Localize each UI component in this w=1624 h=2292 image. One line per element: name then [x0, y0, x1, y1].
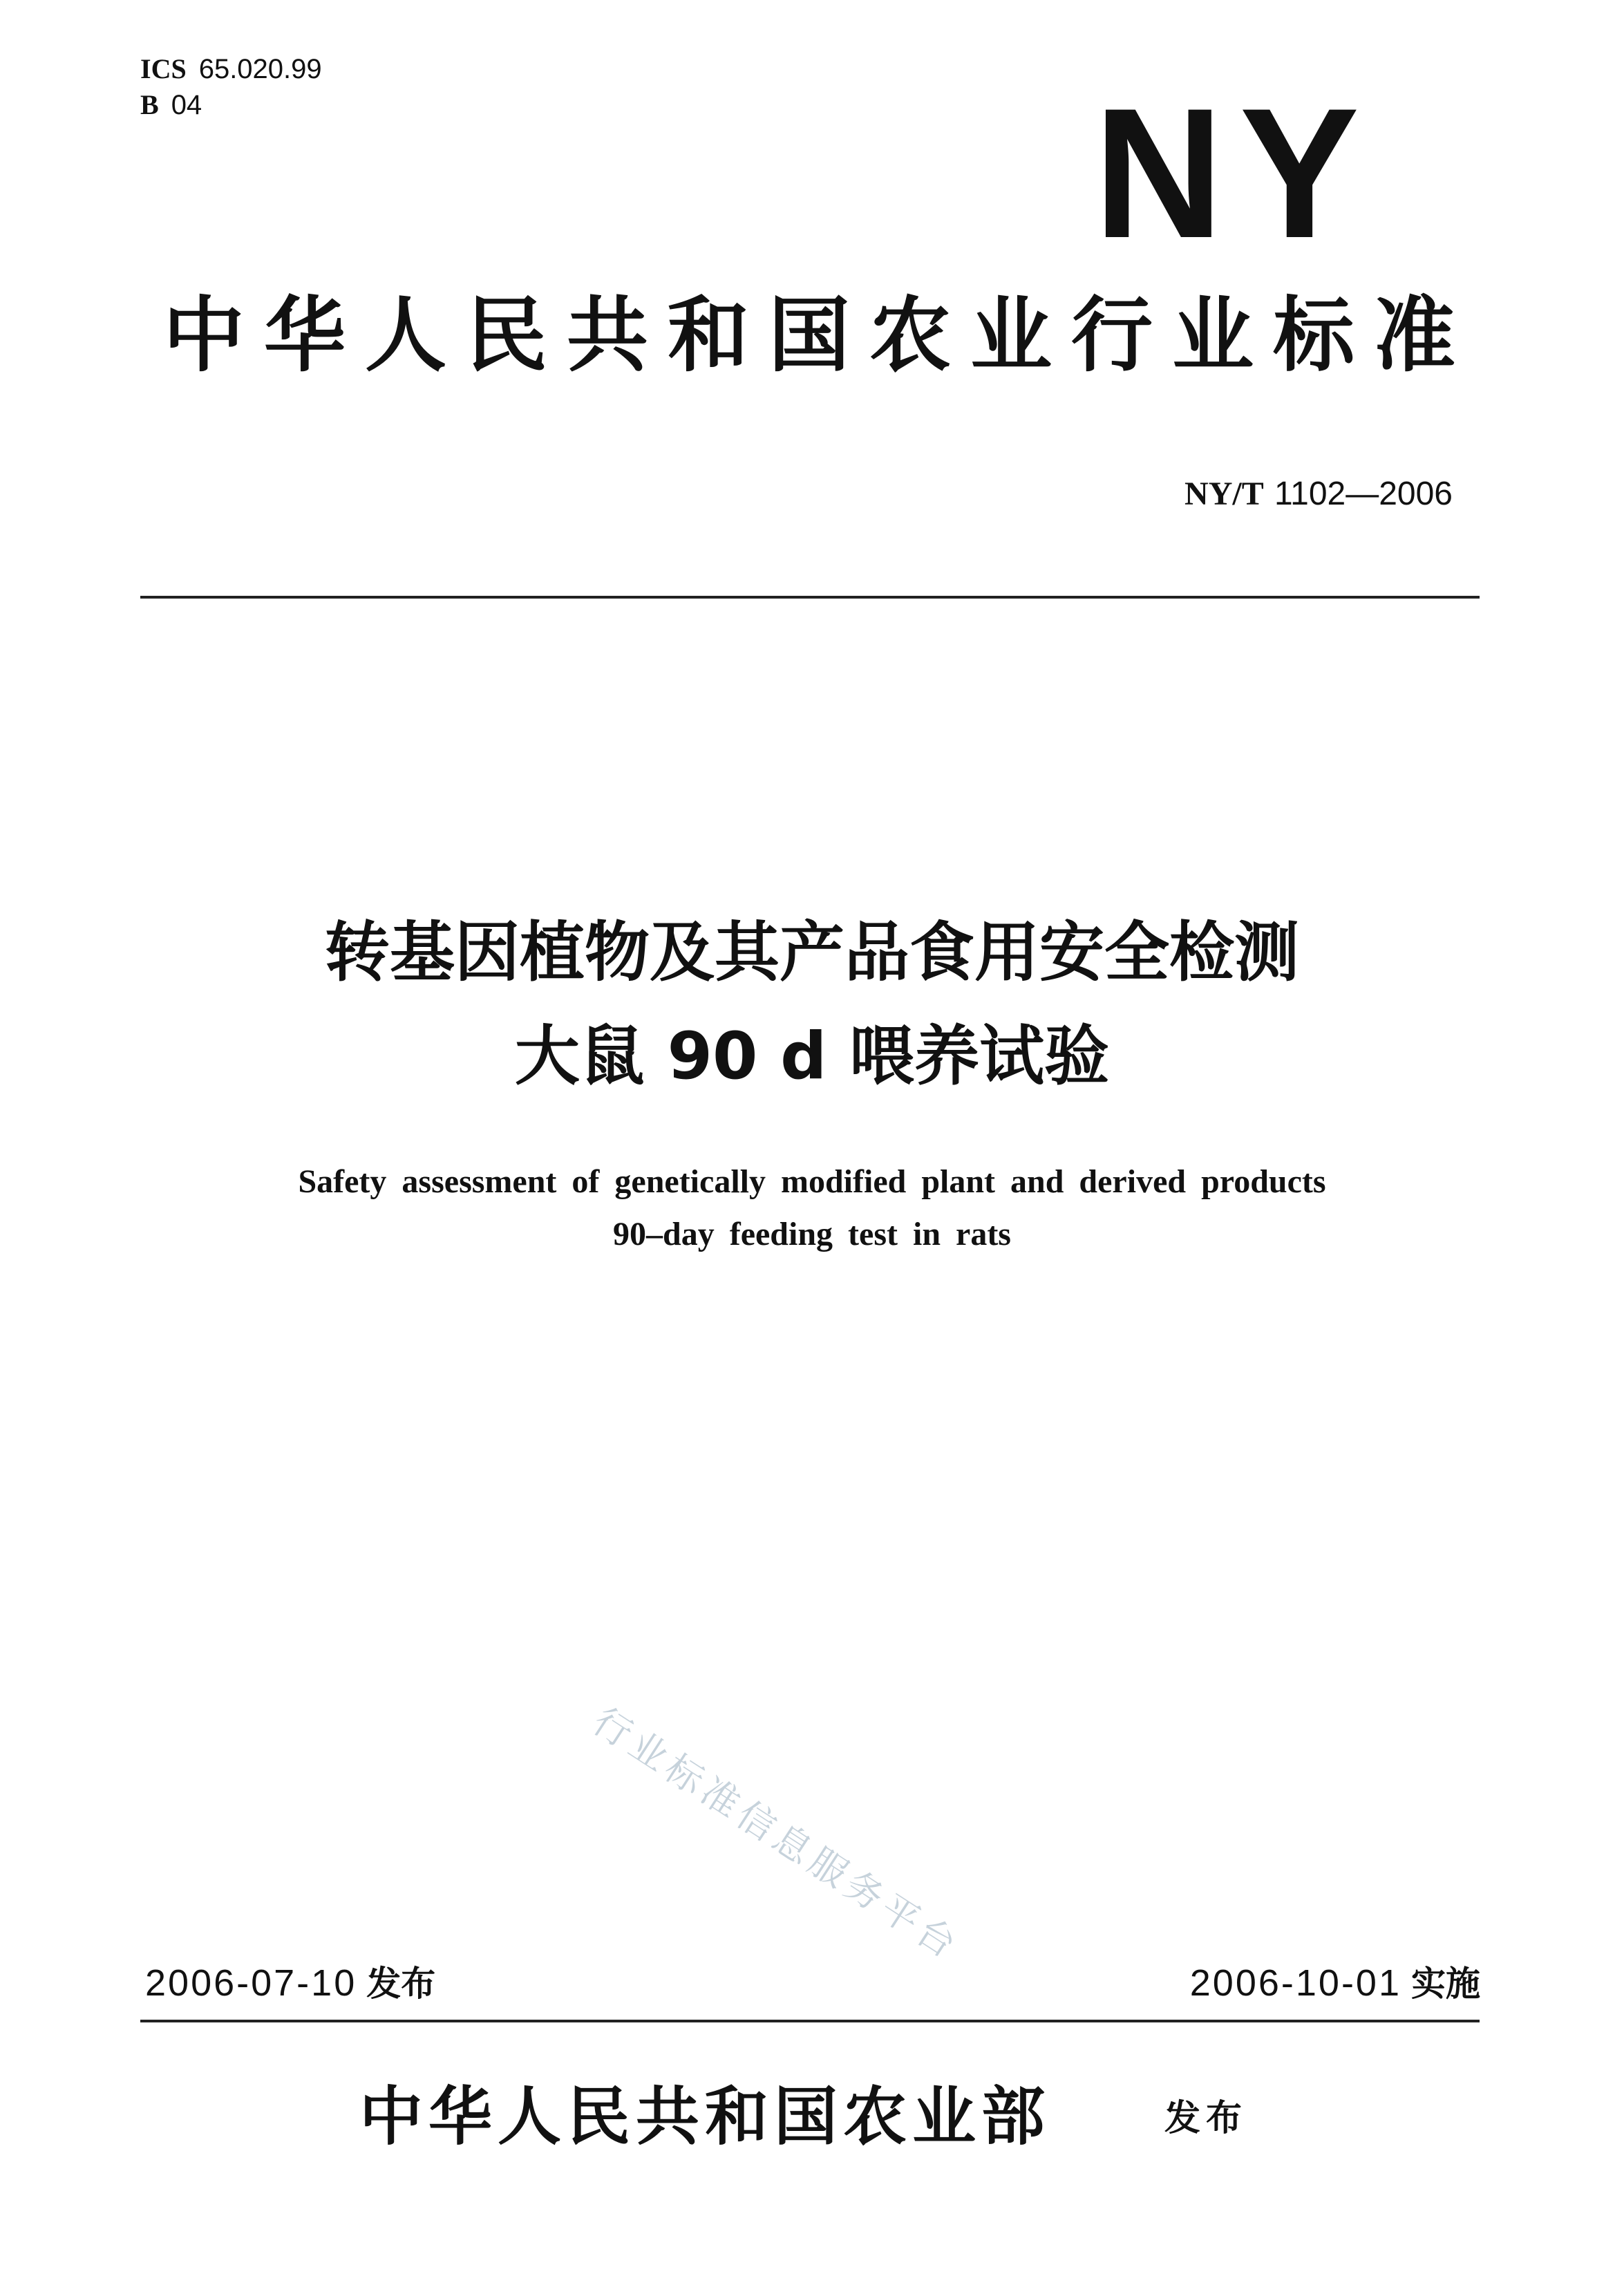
- english-title-line-1: Safety assessment of genetically modified plant and derived products: [298, 1163, 1326, 1200]
- issuing-label: 发布: [1164, 2098, 1248, 2139]
- watermark: 行业标准信息服务平台: [585, 1699, 969, 1969]
- issue-date-value: 2006-07-10: [145, 1962, 357, 2004]
- standard-number: [1184, 474, 1453, 514]
- issue-date: [145, 1960, 435, 2007]
- implementation-date: [1190, 1960, 1480, 2007]
- chinese-title-line-1: 转基因植物及其产品食用安全检测: [324, 915, 1299, 990]
- ics-label: ICS: [140, 53, 187, 84]
- ny-logo: NY: [1093, 69, 1375, 276]
- footer-divider: [140, 2020, 1480, 2022]
- implementation-label: 实施: [1411, 1964, 1480, 2004]
- header-divider: [140, 596, 1480, 599]
- ics-code: [140, 54, 322, 84]
- issue-label: 发布: [366, 1964, 436, 2004]
- ics-value: 65.020.99: [198, 54, 322, 84]
- implementation-date-value: 2006-10-01: [1189, 1962, 1401, 2004]
- issuing-authority: 中华人民共和国农业部: [359, 2080, 1051, 2154]
- chinese-title-line-2: 大鼠 90 d 喂养试验: [514, 1019, 1110, 1094]
- standard-prefix: NY/T: [1184, 476, 1264, 512]
- standard-code: 1102—2006: [1274, 476, 1453, 512]
- english-title-line-2: 90–day feeding test in rats: [613, 1216, 1011, 1252]
- ccs-label: B: [140, 89, 159, 120]
- national-standard-title: 中华人民共和国农业行业标准: [163, 288, 1455, 383]
- ccs-value: 04: [171, 90, 202, 120]
- ccs-code: [140, 90, 202, 120]
